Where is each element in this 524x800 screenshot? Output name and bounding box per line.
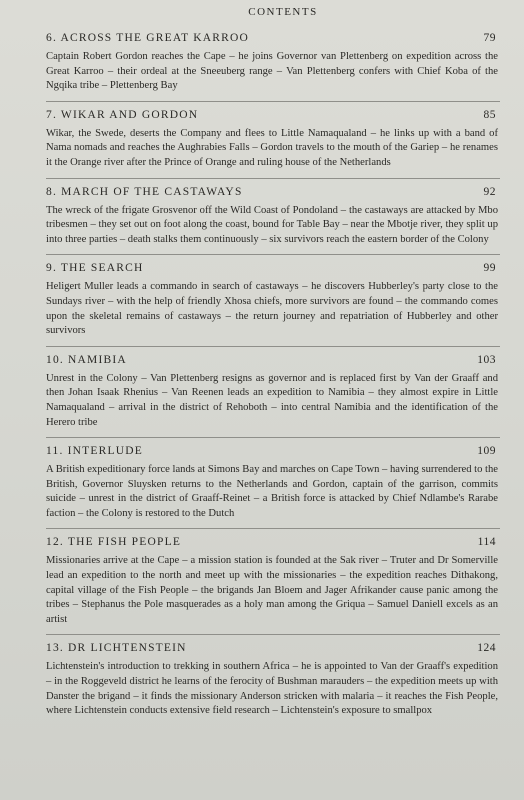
divider: [46, 101, 500, 102]
chapter-title: 13. DR LICHTENSTEIN: [46, 642, 187, 655]
divider: [46, 178, 500, 179]
chapter-title: 10. NAMIBIA: [46, 353, 127, 366]
chapter-entry: [46, 32, 500, 94]
chapter-summary: The wreck of the frigate Grosvenor off the Wild Coast of Pondoland – the castaways are attacked by Mbo tribesmen – they set out on foot along the coast, bound for Table Bay – near the Mbotje river, they split up into three parties – death stalks them continuously – six survivors reach the eastern border of the Colony: [46, 204, 498, 245]
chapter-summary: Unrest in the Colony – Van Plettenberg resigns as governor and is replaced first by Van der Graaff and then Johan Isaak Rhenius – Van Reenen leads an expedition to Namibia – they almost expire in Little Namaqualand – arrival in the district of Rehoboth – into central Namibia and the identification of the Herero tribe: [46, 372, 498, 428]
divider: [46, 634, 500, 635]
chapter-title: 8. MARCH OF THE CASTAWAYS: [46, 185, 243, 198]
chapter-entry: [46, 109, 500, 171]
chapter-summary: Captain Robert Gordon reaches the Cape – he joins Governor van Plettenberg on expedition across the Great Karroo – their ordeal at the Sneeuberg range – Van Plettenberg confers with Chief Koba of the Ngqika tribe – Plettenberg Bay: [46, 51, 498, 92]
chapter-page-number: 85: [483, 108, 496, 121]
chapter-title: 12. THE FISH PEOPLE: [46, 536, 182, 549]
chapter-entry: [46, 536, 500, 627]
divider: [46, 528, 500, 529]
chapter-heading: [46, 262, 500, 274]
chapter-heading: [46, 445, 500, 457]
chapter-page-number: 92: [483, 185, 496, 198]
chapter-page-number: 99: [483, 262, 496, 275]
chapter-heading: [46, 32, 500, 44]
divider: [46, 346, 500, 347]
chapter-summary: Lichtenstein's introduction to trekking in southern Africa – he is appointed to Van der Graaff's expedition – in the Roggeveld district he learns of the ferocity of Bushman marauders – the expedition meets up with Danster the brigand – it finds the missionary Anderson stricken with malaria – it reaches the Fish People, where Lichtenstein conducts extensive field research – Lichtenstein's exposure to smallpox: [46, 661, 498, 717]
chapter-title: 11. INTERLUDE: [46, 445, 143, 458]
chapter-summary: Wikar, the Swede, deserts the Company and flees to Little Namaqualand – he links up with a band of Nama nomads and reaches the Aughrabies Falls – Gordon travels to the mouth of the Gariep – he renames it the Orange river after the Prince of Orange and ruling house of the Netherlands: [46, 127, 498, 168]
chapter-page-number: 109: [477, 445, 496, 458]
chapter-title: 9. THE SEARCH: [46, 262, 144, 275]
divider: [46, 437, 500, 438]
chapter-heading: [46, 109, 500, 121]
chapter-heading: [46, 186, 500, 198]
chapter-page-number: 103: [477, 353, 496, 366]
running-head: CONTENTS: [248, 6, 318, 18]
chapter-title: 7. WIKAR AND GORDON: [46, 108, 199, 121]
chapter-entry: [46, 642, 500, 718]
chapter-page-number: 79: [483, 32, 496, 44]
chapter-heading: [46, 642, 500, 654]
chapter-summary: Heligert Muller leads a commando in search of castaways – he discovers Hubberley's party close to the Sundays river – with the help of friendly Xhosa chiefs, more survivors are found – the commando comes upon the skeletal remains of castaways – the return journey and repatriation of Hubberley and other survivors: [46, 281, 498, 337]
divider: [46, 254, 500, 255]
chapter-summary: A British expeditionary force lands at Simons Bay and marches on Cape Town – having surrendered to the British, Governor Sluysken returns to the Netherlands and Gordon, captain of the garrison, commits suicide – unrest in the district of Graaff-Reinet – a British force is attacked by Chief Ndlambe's Rarabe faction – the Colony is restored to the Dutch: [46, 464, 498, 519]
chapter-entry: [46, 445, 500, 521]
chapter-entry: [46, 186, 500, 248]
chapter-page-number: 124: [477, 642, 496, 655]
chapter-page-number: 114: [477, 536, 496, 549]
chapter-entry: [46, 262, 500, 338]
chapter-entry: [46, 354, 500, 430]
chapter-title: 6. ACROSS THE GREAT KARROO: [46, 32, 249, 44]
chapter-summary: Missionaries arrive at the Cape – a mission station is founded at the Sak river – Truter and Dr Somerville lead an expedition to the north and meet up with the missionaries – the expedition reaches Dithakong, capital village of the Fish People – the brigands Jan Bloem and Jager Afrikander cause panic among the tribes – Stephanus the Pole masquerades as a holy man among the Griqua – Samuel Daniell excels as an artist: [46, 555, 498, 625]
chapter-heading: [46, 536, 500, 548]
chapter-heading: [46, 354, 500, 366]
